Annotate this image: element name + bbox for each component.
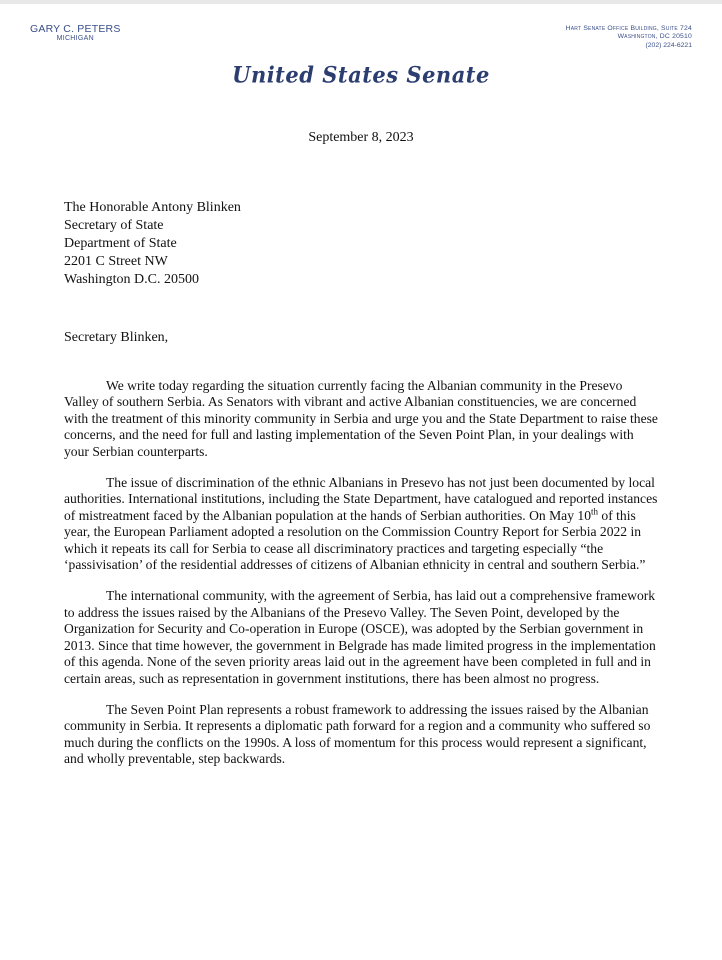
paragraph-3: The international community, with the agreement of Serbia, has laid out a comprehensive framework to address the issues raised by the Albanians of the Presevo Valley. The Seven Point, developed by the Organization for Security and Co-operation in Europe (OSCE), was adopted by the Serbian government in 2013. Since that time however, the government in Belgrade has made limited progress in the implementation of this agenda. None of the seven priority areas laid out in the agreement have been completed in full and in certain areas, such as representation in government institutions, there has been almost no progress.: [64, 588, 656, 686]
recipient-line: Secretary of State: [64, 218, 164, 233]
paragraph-1: We write today regarding the situation currently facing the Albanian community in the Presevo Valley of southern Serbia. As Senators with vibrant and active Albanian constituencies, we are concerned with the treatment of this minority community in Serbia and urge you and the State Department to raise these concerns, and the need for full and lasting implementation of the Seven Point Plan, in your dealings with your Serbian counterparts.: [64, 378, 658, 459]
recipient-line: Washington D.C. 20500: [64, 272, 199, 287]
senator-state: MICHIGAN: [56, 35, 94, 43]
senate-masthead: United States Senate: [232, 61, 490, 88]
recipient-line: The Honorable Antony Blinken: [64, 200, 241, 215]
recipient-address: [64, 199, 241, 289]
office-line-1: Hart Senate Office Building, Suite 724: [565, 25, 692, 32]
paragraph-4: The Seven Point Plan represents a robust framework to addressing the issues raised by the Albanian community in Serbia. It represents a diplomatic path forward for a region and a community who suffered so much during the conflicts on the 1990s. A loss of momentum for this process would represent a significant, and wholly preventable, step backwards.: [64, 701, 651, 767]
letter-body: [64, 378, 660, 783]
senator-block: [30, 24, 121, 42]
office-phone: (202) 224-6221: [645, 41, 692, 49]
paragraph-2-part-a: The issue of discrimination of the ethnic Albanians in Presevo has not just been documented by local authorities. International institutions, including the State Department, have catalogued and reported instances of mistreatment faced by the Albanian population at the hands of Serbian authorities. On May 10: [64, 475, 658, 523]
office-line-2: Washington, DC 20510: [617, 33, 692, 41]
paragraph-2: [64, 475, 660, 573]
recipient-line: Department of State: [64, 236, 177, 251]
senator-name: GARY C. PETERS: [30, 23, 121, 35]
paragraph-2-part-b: of this year, the European Parliament adopted a resolution on the Commission Country Report for Serbia 2022 in which it repeats its call for Serbia to cease all discriminatory practices and targeting especially “the ‘passivisation’ of the residential addresses of citizens of Albanian ethnicity in central and southern Serbia.”: [64, 507, 646, 573]
salutation: Secretary Blinken,: [64, 330, 169, 345]
ordinal-superscript: th: [591, 506, 599, 517]
letter-date: September 8, 2023: [308, 130, 414, 145]
office-address-block: [566, 25, 692, 50]
recipient-line: 2201 C Street NW: [64, 254, 168, 269]
scan-top-edge: [0, 0, 722, 4]
